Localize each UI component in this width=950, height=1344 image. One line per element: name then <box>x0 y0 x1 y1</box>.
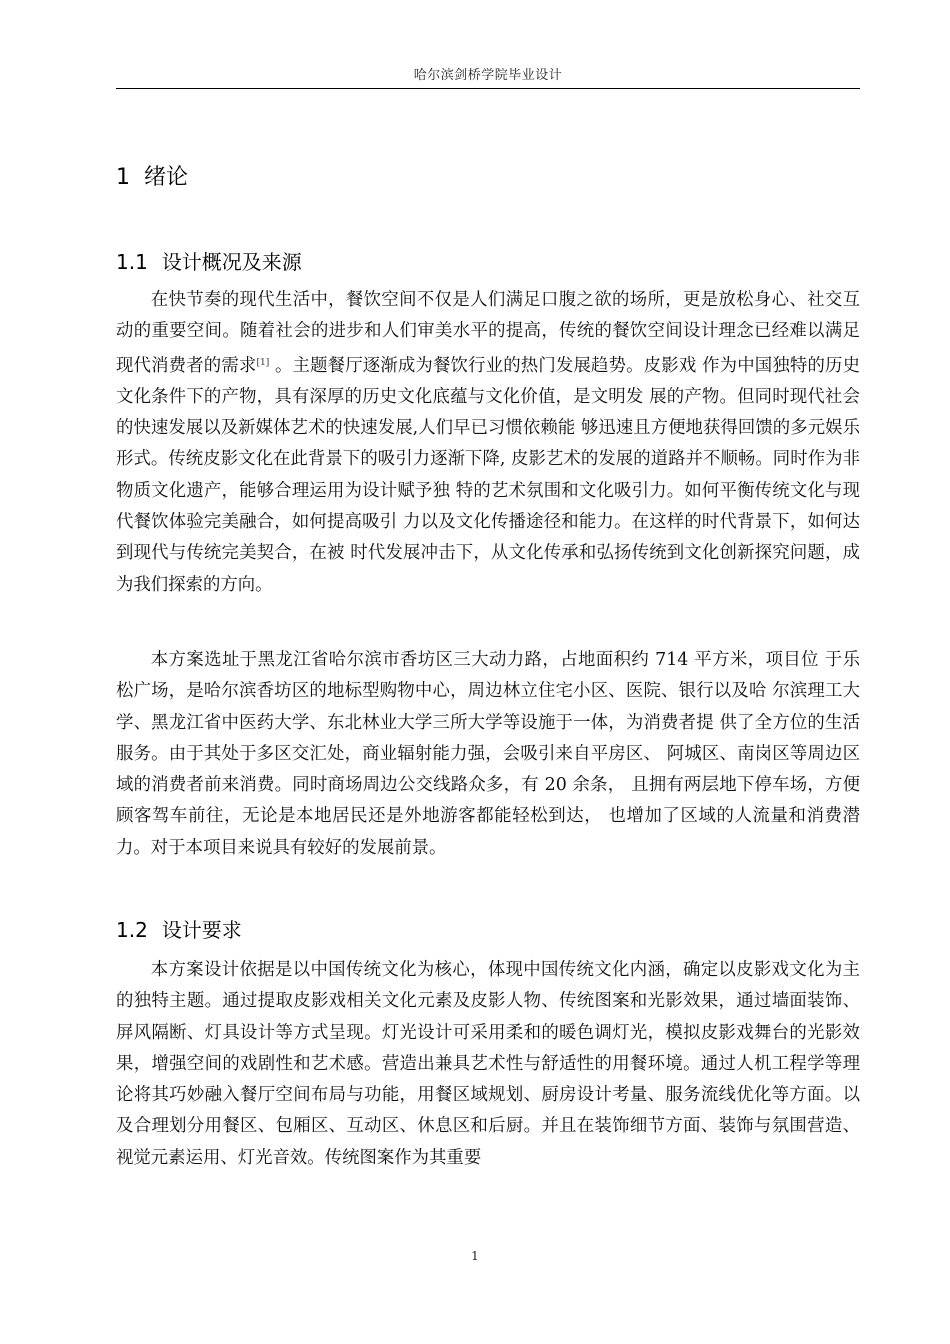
page-number: 1 <box>471 1249 479 1263</box>
paragraph-1-1-b: 本方案选址于黑龙江省哈尔滨市香坊区三大动力路，占地面积约 714 平方米，项目位 于乐松广场，是哈尔滨香坊区的地标型购物中心，周边林立住宅小区、医院、银行以及哈 尔滨理工大学、黑龙江省中医药大学、东北林业大学三所大学等设施于一体，为消费者提 供了全方位的生活服务。由于其处于多区交汇处，商业辐射能力强，会吸引来自平房区、 阿城区、南岗区等周边区域的消费者前来消费。同时商场周边公交线路众多，有 20 余条， 且拥有两层地下停车场，方便顾客驾车前往，无论是本地居民还是外地游客都能轻松到达， 也增加了区域的人流量和消费潜力。对于本项目来说具有较好的发展前景。 <box>116 650 860 858</box>
section-title: 设计要求 <box>161 918 242 942</box>
citation-ref: [1] <box>256 357 270 368</box>
section-heading-1-2 <box>116 914 242 943</box>
chapter-title: 绪论 <box>144 165 189 190</box>
section-title: 设计概况及来源 <box>161 250 302 274</box>
running-header: 哈尔滨剑桥学院毕业设计 <box>413 68 563 83</box>
section-number: 1.2 <box>116 918 148 942</box>
paragraph-text: 在快节奏的现代生活中，餐饮空间不仅是人们满足口腹之欲的场所，更是放松身心、社交互动的重要空间。随着社会的进步和人们审美水平的提高，传统的餐饮空间设计理念已经难以满足现代消费者的需求 <box>116 290 860 376</box>
chapter-number: 1 <box>116 165 130 190</box>
paragraph-1-2-a: 本方案设计依据是以中国传统文化为核心，体现中国传统文化内涵，确定以皮影戏文化为主的独特主题。通过提取皮影戏相关文化元素及皮影人物、传统图案和光影效果，通过墙面装饰、屏风隔断、灯具设计等方式呈现。灯光设计可采用柔和的暖色调灯光，模拟皮影戏舞台的光影效果，增强空间的戏剧性和艺术感。营造出兼具艺术性与舒适性的用餐环境。通过人机工程学等理论将其巧妙融入餐厅空间布局与功能，用餐区域规划、厨房设计考量、服务流线优化等方面。以及合理划分用餐区、包厢区、互动区、休息区和后厨。并且在装饰细节方面、装饰与氛围营造、视觉元素运用、灯光音效。传统图案作为其重要 <box>116 960 860 1168</box>
header-rule <box>116 88 860 89</box>
chapter-heading <box>116 160 188 191</box>
paragraph-1-1-a <box>116 285 860 601</box>
paragraph-text: 。主题餐厅逐渐成为餐饮行业的热门发展趋势。皮影戏 作为中国独特的历史文化条件下的产物，具有深厚的历史文化底蕴与文化价值，是文明发 展的产物。但同时现代社会的快速发展以及新媒体艺术的快速发展,人们早已习惯依赖能 够迅速且方便地获得回馈的多元娱乐形式。传统皮影文化在此背景下的吸引力逐渐下降, 皮影艺术的发展的道路并不顺畅。同时作为非物质文化遗产，能够合理运用为设计赋予独 特的艺术氛围和文化吸引力。如何平衡传统文化与现代餐饮体验完美融合，如何提高吸引 力以及文化传播途径和能力。在这样的时代背景下，如何达到现代与传统完美契合，在被 时代发展冲击下，从文化传承和弘扬传统到文化创新探究问题，成为我们探索的方向。 <box>116 355 860 595</box>
section-number: 1.1 <box>116 250 148 274</box>
section-heading-1-1 <box>116 246 302 275</box>
